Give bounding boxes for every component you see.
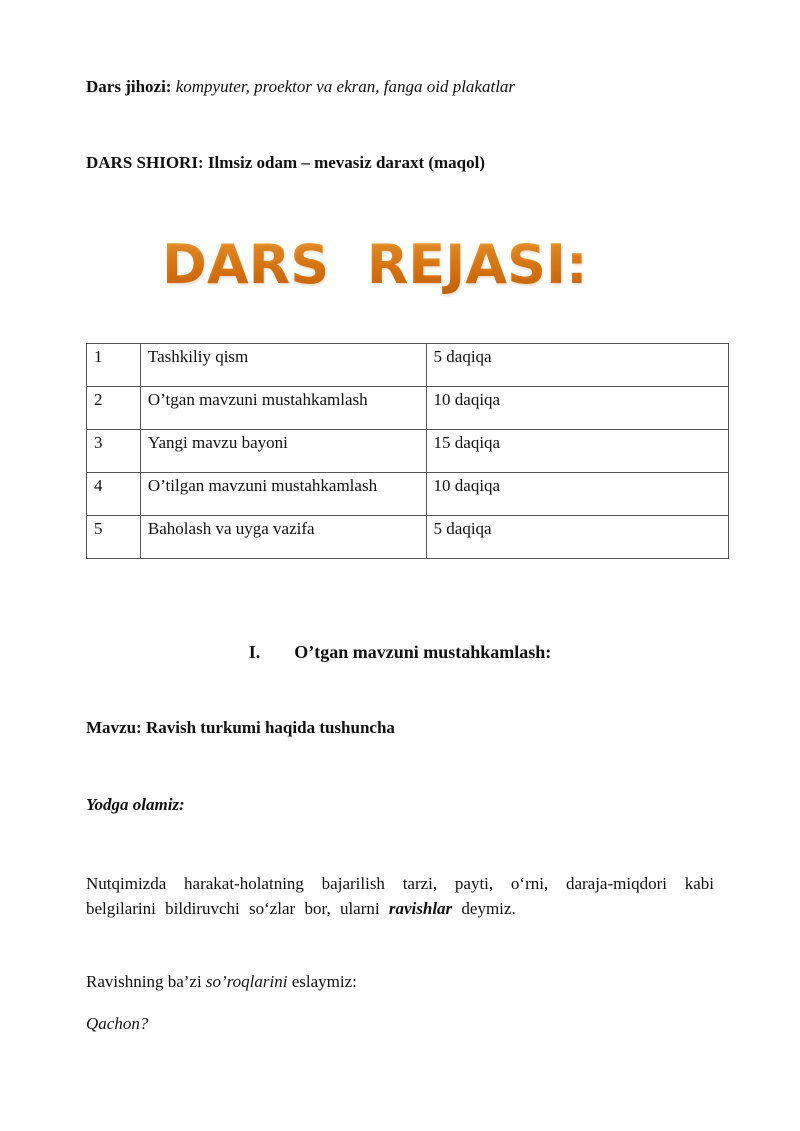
question-when: Qachon? bbox=[86, 1014, 149, 1033]
section-title: O’tgan mavzuni mustahkamlash: bbox=[294, 642, 552, 662]
definition-paragraph bbox=[86, 871, 714, 921]
paragraph-line-2-start: belgilarini bildiruvchi so‘zlar bor, ularni bbox=[86, 899, 389, 918]
equipment-text: kompyuter, proektor va ekran, fanga oid plakatlar bbox=[175, 77, 516, 96]
row-topic: O’tgan mavzuni mustahkamlash bbox=[140, 387, 426, 430]
lesson-equipment bbox=[86, 76, 515, 98]
table-row bbox=[87, 344, 729, 387]
paragraph-line-2 bbox=[86, 896, 714, 921]
lesson-motto: DARS SHIORI: Ilmsiz odam – mevasiz daraxt (maqol) bbox=[86, 153, 486, 172]
row-number: 5 bbox=[87, 516, 141, 559]
section-heading bbox=[0, 641, 800, 663]
row-number: 1 bbox=[87, 344, 141, 387]
paragraph-line-2-end: deymiz. bbox=[452, 899, 516, 918]
table-row bbox=[87, 387, 729, 430]
remember-heading: Yodga olamiz: bbox=[86, 795, 185, 814]
row-topic: Tashkiliy qism bbox=[140, 344, 426, 387]
row-topic: O’tilgan mavzuni mustahkamlash bbox=[140, 473, 426, 516]
questions-term: so’roqlarini bbox=[205, 972, 288, 991]
row-duration: 15 daqiqa bbox=[426, 430, 728, 473]
row-duration: 10 daqiqa bbox=[426, 473, 728, 516]
lesson-plan-table bbox=[86, 343, 729, 559]
topic-line: Mavzu: Ravish turkumi haqida tushuncha bbox=[86, 718, 395, 737]
highlighted-term: ravishlar bbox=[388, 899, 453, 918]
section-numeral: I. bbox=[248, 642, 261, 662]
table-row bbox=[87, 516, 729, 559]
table-row bbox=[87, 430, 729, 473]
row-duration: 5 daqiqa bbox=[426, 516, 728, 559]
row-duration: 10 daqiqa bbox=[426, 387, 728, 430]
lesson-plan-title: DARS REJASI: bbox=[162, 233, 588, 296]
questions-end: eslaymiz: bbox=[287, 972, 357, 991]
row-duration: 5 daqiqa bbox=[426, 344, 728, 387]
row-number: 2 bbox=[87, 387, 141, 430]
row-number: 3 bbox=[87, 430, 141, 473]
questions-line bbox=[86, 971, 357, 993]
paragraph-line-1: Nutqimizda harakat-holatning bajarilish tarzi, payti, o‘rni, daraja-miqdori kabi bbox=[86, 874, 714, 893]
row-number: 4 bbox=[87, 473, 141, 516]
row-topic: Baholash va uyga vazifa bbox=[140, 516, 426, 559]
equipment-label: Dars jihozi: bbox=[86, 77, 172, 96]
row-topic: Yangi mavzu bayoni bbox=[140, 430, 426, 473]
questions-start: Ravishning ba’zi bbox=[86, 972, 206, 991]
table-row bbox=[87, 473, 729, 516]
